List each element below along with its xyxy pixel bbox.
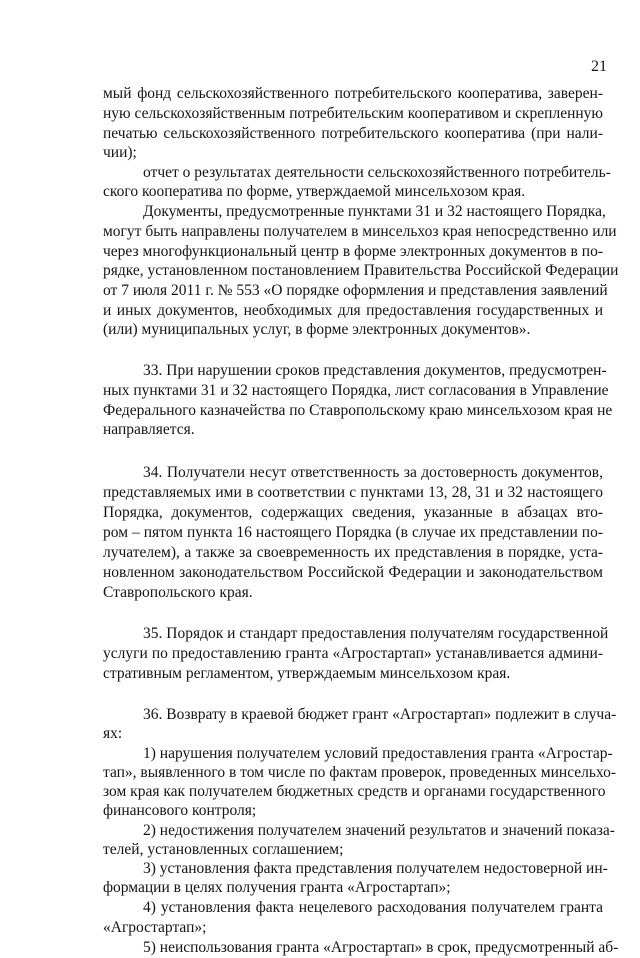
text-line: отчет о результатах деятельности сельскохозяйственного потребитель- [143, 164, 611, 181]
text-line: 3) установления факта представления получателем недостоверной ин- [143, 860, 608, 877]
text-line: 34. Получатели несут ответственность за достоверность документов, [143, 464, 603, 481]
text-line: «Агростартап»; [103, 919, 207, 936]
text-line: 4) установления факта нецелевого расходования получателем гранта [143, 899, 603, 916]
text-line: ского кооператива по форме, утверждаемой минсельхозом края. [103, 183, 526, 200]
text-line: 33. При нарушении сроков представления документов, предусмотрен- [143, 362, 607, 379]
text-line: через многофункциональный центр в форме электронных документов в по- [103, 243, 603, 260]
text-line: телей, установленных соглашением; [103, 841, 344, 858]
text-line: чии); [103, 144, 137, 161]
text-line: печатью сельскохозяйственного потребительского кооператива (при нали- [103, 125, 603, 142]
text-line: Ставропольского края. [103, 584, 253, 601]
text-line: лучателем), а также за своевременность их представления в порядке, уста- [103, 544, 603, 561]
text-line: Порядка, документов, содержащих сведения, указанные в абзацах вто- [103, 504, 603, 521]
page-number: 21 [591, 58, 607, 75]
text-line: формации в целях получения гранта «Агростартап»; [103, 879, 451, 896]
text-line: рядке, установленном постановлением Правительства Российской Федерации [103, 262, 619, 279]
text-line: зом края как получателем бюджетных средств и органами государственного [103, 783, 606, 800]
text-line: 36. Возврату в краевой бюджет грант «Агростартап» подлежит в случа- [143, 706, 617, 723]
text-line: (или) муниципальных услуг, в форме электронных документов». [103, 321, 531, 338]
text-line: стративным регламентом, утверждаемым минсельхозом края. [103, 665, 511, 682]
text-line: 1) нарушения получателем условий предоставления гранта «Агростар- [143, 745, 613, 762]
text-line: ром – пятом пункта 16 настоящего Порядка (в случае их представлении по- [103, 524, 603, 541]
text-line: 35. Порядок и стандарт предоставления получателям государственной [143, 625, 609, 642]
text-line: услуги по предоставлению гранта «Агростартап» устанавливается админи- [103, 645, 603, 662]
text-line: 5) неиспользования гранта «Агростартап» в срок, предусмотренный аб- [143, 939, 619, 956]
text-line: представляемых ими в соответствии с пунктами 13, 28, 31 и 32 настоящего [103, 484, 603, 501]
text-line: ную сельскохозяйственным потребительским кооперативом и скрепленную [103, 105, 603, 122]
text-line: новленном законодательством Российской Федерации и законодательством [103, 564, 603, 581]
text-line: могут быть направлены получателем в минсельхоз края непосредственно или [103, 223, 617, 240]
text-line: Документы, предусмотренные пунктами 31 и 32 настоящего Порядка, [143, 203, 606, 220]
text-line: ях: [103, 725, 123, 742]
text-line: Федерального казначейства по Ставропольскому краю минсельхозом края не [103, 402, 613, 419]
text-line: 2) недостижения получателем значений результатов и значений показа- [143, 822, 615, 839]
text-line: направляется. [103, 421, 195, 438]
text-line: ных пунктами 31 и 32 настоящего Порядка, лист согласования в Управление [103, 382, 609, 399]
text-line: финансового контроля; [103, 802, 257, 819]
text-line: мый фонд сельскохозяйственного потребительского кооператива, заверен- [103, 85, 603, 102]
text-line: и иных документов, необходимых для предоставления государственных и [103, 302, 603, 319]
text-line: тап», выявленного в том числе по фактам проверок, проведенных минсельхо- [103, 764, 617, 781]
text-line: от 7 июля 2011 г. № 553 «О порядке оформления и представления заявлений [103, 282, 608, 299]
